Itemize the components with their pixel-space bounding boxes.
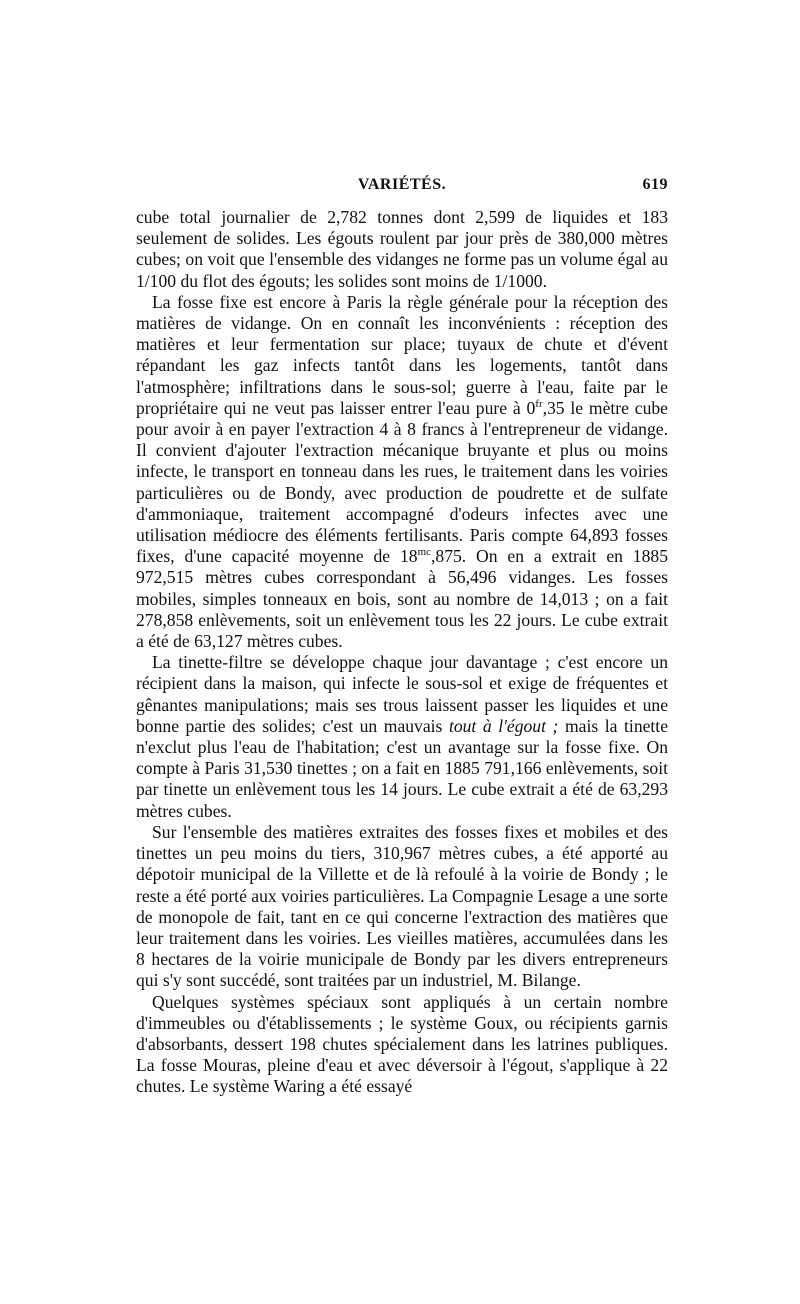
text-run: mais la tinette n'exclut plus l'eau de l'habitation; c'est un avantage sur la fosse fixe. On compte à Paris 31,530 tinettes ; on a fait en 1885 791,166 enlèvements, soit par tinette un enlèvement tous les 14 jours. Le cube extrait a été de 63,293 mètres cubes. <box>136 715 669 821</box>
text-run: cube total journalier de 2,782 tonnes dont 2,599 de liquides et 183 seulement de solides. Les égouts roulent par jour près de 380,000 mètres cubes; on voit que l'ensemble des vidanges ne forme pas un volume égal au 1/100 du flot des égouts; les solides sont moins de 1/1000. <box>136 207 668 291</box>
text-run: Quelques systèmes spéciaux sont appliqués à un certain nombre d'immeubles ou d'établissements ; le système Goux, ou récipients garnis d'absorbants, dessert 198 chutes spécialement dans les latrines publiques. La fosse Mouras, pleine d'eau et avec déversoir à l'égout, s'applique à 22 chutes. Le système Waring a été essayé <box>136 991 668 1097</box>
superscript: fr <box>535 397 543 410</box>
paragraph <box>136 992 668 1098</box>
text-run: ,35 le mètre cube pour avoir à en payer l'extraction 4 à 8 francs à l'entrepreneur de vidange. Il convient d'ajouter l'extraction mécanique bruyante et plus ou moins infecte, le transport en tonneau dans les rues, le traitement dans les voiries particulières ou de Bondy, avec production de poudrette et de sulfate d'ammoniaque, traitement accompagné d'odeurs infectes avec une utilisation médiocre des éléments fertilisants. Paris compte 64,893 fosses fixes, d'une capacité moyenne de 18 <box>136 397 668 567</box>
running-header <box>136 176 668 200</box>
text-run: La fosse fixe est encore à Paris la règle générale pour la réception des matières de vidange. On en connaît les inconvénients : réception des matières et leur fermentation sur place; tuyaux de chute et d'évent répandant les gaz infects tantôt dans les logements, tantôt dans l'atmosphère; infiltrations dans le sous-sol; guerre à l'eau, faite par le propriétaire qui ne veut pas laisser entrer l'eau pure à 0 <box>136 291 668 418</box>
paragraph <box>136 292 668 652</box>
page <box>136 176 668 1098</box>
text-run: ,875. On en a extrait en 1885 972,515 mètres cubes correspondant à 56,496 vidanges. Les fosses mobiles, simples tonneaux en bois, sont au nombre de 14,013 ; on a fait 278,858 enlèvements, soit un enlèvement tous les 22 jours. Le cube extrait a été de 63,127 mètres cubes. <box>136 546 668 652</box>
superscript: mc <box>417 546 432 559</box>
text-run: Sur l'ensemble des matières extraites des fosses fixes et mobiles et des tinettes un peu moins du tiers, 310,967 mètres cubes, a été apporté au dépotoir municipal de la Villette et de là refoulé à la voirie de Bondy ; le reste a été porté aux voiries particulières. La Compagnie Lesage a une sorte de monopole de fait, tant en ce qui concerne l'extraction des matières que leur traitement dans les voiries. Les vieilles matières, accumulées dans les 8 hectares de la voirie municipale de Bondy par les divers entrepreneurs qui s'y sont succédé, sont traitées par un industriel, M. Bilange. <box>136 821 668 991</box>
paragraph <box>136 652 668 822</box>
paragraph <box>136 822 668 992</box>
body-text <box>136 207 668 1098</box>
page-number: 619 <box>642 176 668 193</box>
text-run: La tinette-filtre se développe chaque jour davantage ; c'est encore un récipient dans la maison, qui infecte le sous-sol et exige de fréquentes et gênantes manipulations; mais ses trous laissent passer les liquides et une bonne partie des solides; c'est un mauvais <box>136 652 668 736</box>
italic-text: tout à l'égout ; <box>448 715 559 736</box>
paragraph <box>136 207 668 292</box>
running-title: VARIÉTÉS. <box>357 176 447 193</box>
